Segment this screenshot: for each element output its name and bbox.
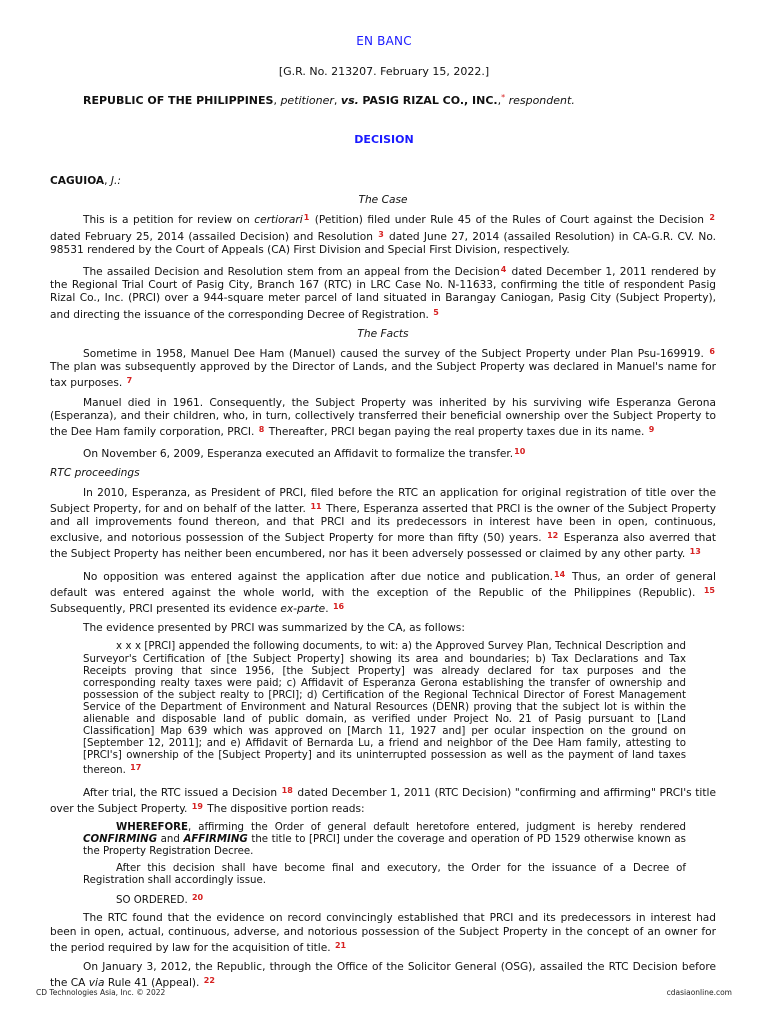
footnote-link-7[interactable]: 7 xyxy=(126,376,133,386)
footnote-link-17[interactable]: 17 xyxy=(130,763,142,773)
dispositive-wherefore: WHEREFORE, affirming the Order of general default heretofore entered, judgment is hereby rendered CONFIRMING and AFFIRMING the title to [PRCI] under the coverage and operation of PD 1529 otherwise known as the Property Registration Decree. xyxy=(83,821,686,858)
footnote-link-22[interactable]: 22 xyxy=(203,976,215,986)
case-number: [G.R. No. 213207. February 15, 2022.] xyxy=(278,65,490,78)
paragraph-5: On November 6, 2009, Esperanza executed an Affidavit to formalize the transfer.$^{10}$ xyxy=(83,447,526,461)
respondent-role: respondent. xyxy=(508,94,575,107)
block-quote-ca-summary: x x x [PRCI] appended the following documents, to wit: a) the Approved Survey Plan, Technical Description and Surveyor's Certification of [the Subject Property] showing its area and boundaries; b) Tax Declarations and Tax Receipts proving that since 1956, [the Subject Property] was already declared for tax purposes and the corresponding realty taxes were paid; c) Affidavit of Esperanza Gerona establishing the transfer of ownership and possession of the subject realty to [PRCI]; d) Certification of the Regional Technical Director of Forest Management Service of the Department of Environment and Natural Resources (DENR) proving that the subject lot is within the alienable and disposable land of public domain, as verified under Project No. 21 of Pasig pursuant to [Land Classification] Map 639 which was approved on [March 11, 1927 and] per ocular inspection on the ground on [September 12, 2011]; and e) Affidavit of Bernarda Lu, a friend and neighbor of the Dee Ham family, attesting to [PRCI's] ownership of the [Subject Property] and its uninterrupted possession as well as the payment of land taxes thereon. $^{17}$ xyxy=(83,641,686,777)
footnote-link-8[interactable]: 8 xyxy=(258,425,265,435)
footnote-link-21[interactable]: 21 xyxy=(334,940,347,950)
paragraph-8: The evidence presented by PRCI was summarized by the CA, as follows: xyxy=(83,622,465,635)
versus: vs. xyxy=(340,94,359,107)
footnote-link-19[interactable]: 19 xyxy=(191,801,203,811)
paragraph-7: No opposition was entered against the application after due notice and publication.$^{14}$ Thus, an order of general default was entered against the whole world, with the exception of the Republic of the Philippines (Republic). $^{15}$ Subsequently, PRCI presented its evidence ex-parte. $^{16}$ xyxy=(50,569,716,616)
footnote-link-16[interactable]: 16 xyxy=(332,602,345,612)
footnote-link-3[interactable]: 3 xyxy=(378,229,384,239)
paragraph-4: Manuel died in 1961. Consequently, the Subject Property was inherited by his surviving wife Esperanza Gerona (Esperanza), and their children, who, in turn, collectively transferred their beneficial ownership over the Subject Property to the Dee Ham family corporation, PRCI. $^8$ Thereafter, PRCI began paying the real property taxes due in its name. $^9$ xyxy=(50,396,716,439)
petitioner-name: REPUBLIC OF THE PHILIPPINES xyxy=(83,94,274,107)
footer-copyright: CD Technologies Asia, Inc. © 2022 xyxy=(36,988,166,997)
footnote-link-11[interactable]: 11 xyxy=(310,501,322,511)
court-division: EN BANC xyxy=(356,34,412,48)
paragraph-3: Sometime in 1958, Manuel Dee Ham (Manuel) caused the survey of the Subject Property under Plan Psu-169919. $^6$ The plan was subsequently approved by the Director of Lands, and the Subject Property was declared in Manuel's name for tax purposes. $^7$ xyxy=(50,347,716,390)
ponente: CAGUIOA, J.: xyxy=(50,175,121,187)
footnote-link-15[interactable]: 15 xyxy=(703,585,715,595)
footnote-link-18[interactable]: 18 xyxy=(281,785,293,795)
footnote-link-4[interactable]: 4 xyxy=(500,265,507,275)
dispositive-decree: After this decision shall have become final and executory, the Order for the issuance of a Decree of Registration shall accordingly issue. xyxy=(83,863,686,887)
block-quote-dispositive xyxy=(83,822,686,908)
footnote-link-10[interactable]: 10 xyxy=(514,447,526,457)
footnote-link-14[interactable]: 14 xyxy=(554,569,566,579)
case-parties: REPUBLIC OF THE PHILIPPINES, petitioner, vs. PASIG RIZAL CO., INC.,* respondent. xyxy=(83,93,575,107)
section-heading-rtc-proceedings: RTC proceedings xyxy=(50,467,140,480)
paragraph-6: In 2010, Esperanza, as President of PRCI, filed before the RTC an application for original registration of title over the Subject Property, for and on behalf of the latter. $^{11}$ There, Esperanza asserted that PRCI is the owner of the Subject Property and all improvements found thereon, and that PRCI and its predecessors in interest have been in open, continuous, exclusive, and notorious possession of the Subject Property for more than fifty (50) years. $^{12}$ Esperanza also averred that the Subject Property has neither been encumbered, nor has it been adversely possessed or claimed by any other party. $^{13}$ xyxy=(50,486,716,561)
section-heading-the-facts: The Facts xyxy=(357,327,409,340)
paragraph-11: On January 3, 2012, the Republic, through the Office of the Solicitor General (OSG), assailed the RTC Decision before the CA via Rule 41 (Appeal). $^{22}$ xyxy=(50,961,716,990)
document-type-heading: DECISION xyxy=(354,133,414,146)
footnote-link-20[interactable]: 20 xyxy=(191,893,204,903)
petitioner-role: petitioner xyxy=(280,94,334,107)
footnote-link-9[interactable]: 9 xyxy=(648,425,655,435)
decision-body xyxy=(50,175,716,997)
footnote-marker-star[interactable]: * xyxy=(501,93,506,102)
footnote-link-2[interactable]: 2 xyxy=(709,213,715,223)
footnote-link-13[interactable]: 13 xyxy=(689,547,701,557)
footnote-link-6[interactable]: 6 xyxy=(709,347,715,357)
footer-website-link[interactable]: cdasiaonline.com xyxy=(666,988,732,997)
paragraph-2: The assailed Decision and Resolution stem from an appeal from the Decision$^4$ dated December 1, 2011 rendered by the Regional Trial Court of Pasig City, Branch 167 (RTC) in LRC Case No. N-11633, confirming the title of respondent Pasig Rizal Co., Inc. (PRCI) over a 944-square meter parcel of land situated in Barangay Caniogan, Pasig City (Subject Property), and directing the issuance of the corresponding Decree of Registration. $^5$ xyxy=(50,265,716,321)
paragraph-9: After trial, the RTC issued a Decision $^{18}$ dated December 1, 2011 (RTC Decision) "confirming and affirming" PRCI's title over the Subject Property. $^{19}$ The dispositive portion reads: xyxy=(50,785,716,815)
paragraph-10: The RTC found that the evidence on record convincingly established that PRCI and its predecessors in interest had been in open, actual, continuous, adverse, and notorious possession of the Subject Property in the concept of an owner for the period required by law for the acquisition of title. $^{21}$ xyxy=(50,912,716,954)
dispositive-so-ordered: SO ORDERED. $^{20}$ xyxy=(116,893,204,907)
section-heading-the-case: The Case xyxy=(358,194,408,207)
footnote-link-1[interactable]: 1 xyxy=(303,213,310,223)
footnote-link-12[interactable]: 12 xyxy=(547,531,559,541)
respondent-name: PASIG RIZAL CO., INC. xyxy=(362,94,498,107)
footnote-link-5[interactable]: 5 xyxy=(433,307,439,317)
paragraph-1: This is a petition for review on certiorari$^1$ (Petition) filed under Rule 45 of the Rules of Court against the Decision $^2$ dated February 25, 2014 (assailed Decision) and Resolution $^3$ dated June 27, 2014 (assailed Resolution) in CA-G.R. CV. No. 98531 rendered by the Court of Appeals (CA) First Division and Special First Division, respectively. xyxy=(50,213,716,256)
